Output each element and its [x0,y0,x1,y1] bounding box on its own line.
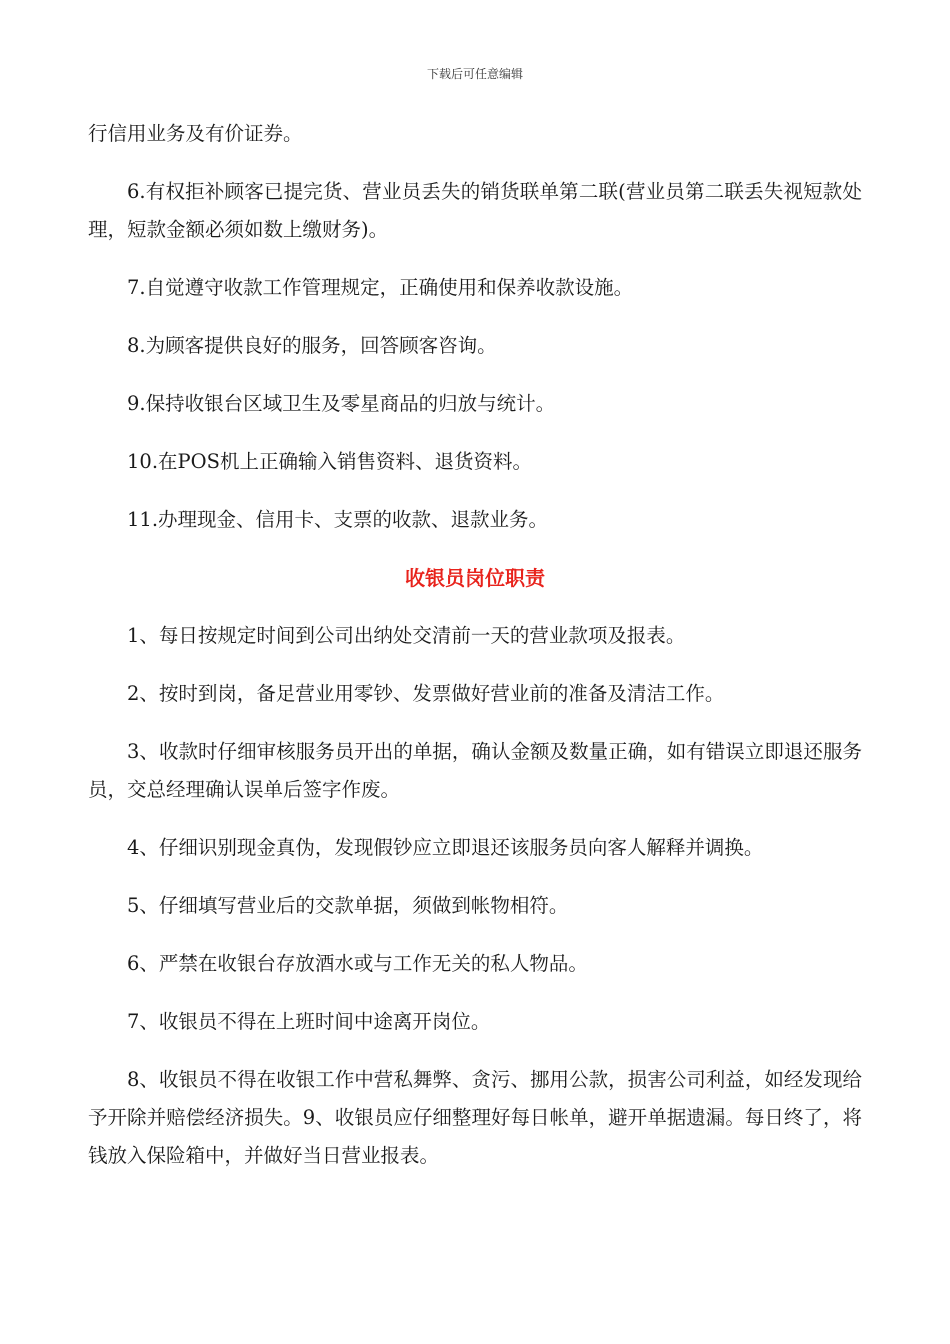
paragraph: 11.办理现金、信用卡、支票的收款、退款业务。 [127,508,549,531]
paragraph: 2、按时到岗，备足营业用零钞、发票做好营业前的准备及清洁工作。 [127,682,725,705]
paragraph: 8.为顾客提供良好的服务，回答顾客咨询。 [127,334,497,357]
paragraph: 6、严禁在收银台存放酒水或与工作无关的私人物品。 [127,952,588,975]
paragraph: 行信用业务及有价证券。 [88,122,303,145]
document-body [88,115,862,1195]
paragraph: 4、仔细识别现金真伪，发现假钞应立即退还该服务员向客人解释并调换。 [127,836,764,859]
paragraph: 5、仔细填写营业后的交款单据，须做到帐物相符。 [127,894,569,917]
paragraph: 6.有权拒补顾客已提完货、营业员丢失的销货联单第二联(营业员第二联丢失视短款处理，短款金额必须如数上缴财务)。 [88,180,862,241]
paragraph: 10.在POS机上正确输入销售资料、退货资料。 [127,450,532,473]
section-title: 收银员岗位职责 [405,566,545,590]
paragraph: 9.保持收银台区域卫生及零星商品的归放与统计。 [127,392,556,415]
paragraph: 3、收款时仔细审核服务员开出的单据，确认金额及数量正确，如有错误立即退还服务员，交总经理确认误单后签字作废。 [88,740,862,801]
page-header: 下载后可任意编辑 [426,67,523,81]
paragraph: 8、收银员不得在收银工作中营私舞弊、贪污、挪用公款，损害公司利益，如经发现给予开除并赔偿经济损失。9、收银员应仔细整理好每日帐单，避开单据遗漏。每日终了，将钱放入保险箱中，并做好当日营业报表。 [88,1068,862,1167]
paragraph: 7.自觉遵守收款工作管理规定，正确使用和保养收款设施。 [127,276,634,299]
paragraph: 7、收银员不得在上班时间中途离开岗位。 [127,1010,491,1033]
paragraph: 1、每日按规定时间到公司出纳处交清前一天的营业款项及报表。 [127,624,686,647]
